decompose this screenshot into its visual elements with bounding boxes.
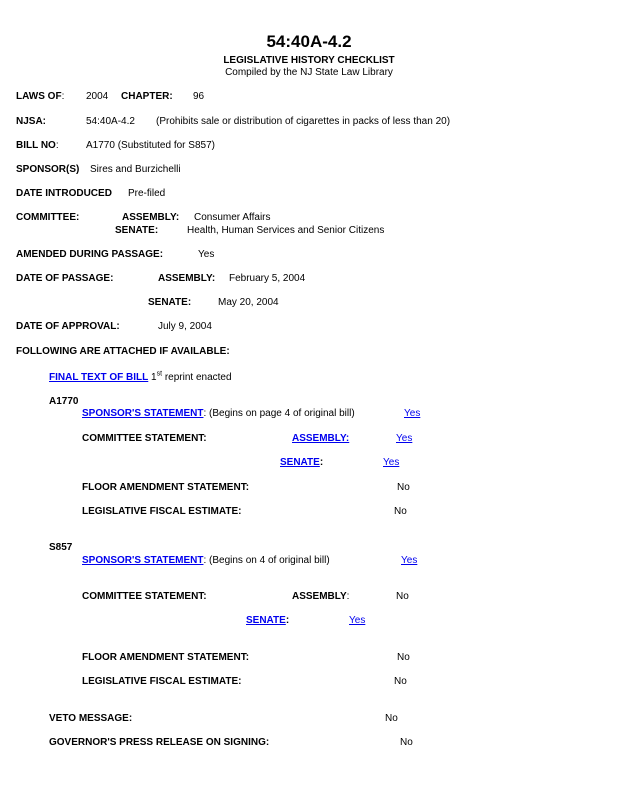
s857-senate-row <box>246 615 289 627</box>
attached-heading: FOLLOWING ARE ATTACHED IF AVAILABLE: <box>16 346 230 357</box>
a1770-committee-label: COMMITTEE STATEMENT: <box>82 433 207 444</box>
a1770-floor-label: FLOOR AMENDMENT STATEMENT: <box>82 482 250 493</box>
committee-assembly-label: ASSEMBLY: <box>122 212 180 223</box>
s857-heading: S857 <box>49 542 73 553</box>
s857-floor-label: FLOOR AMENDMENT STATEMENT: <box>82 652 250 663</box>
s857-sponsor-statement-row <box>82 555 330 567</box>
reprint-note: reprint enacted <box>162 372 232 383</box>
final-text-link[interactable]: FINAL TEXT OF BILL <box>49 372 149 383</box>
s857-committee-label: COMMITTEE STATEMENT: <box>82 591 207 602</box>
committee-senate-label: SENATE: <box>115 225 159 236</box>
njsa-label: NJSA: <box>16 116 47 127</box>
laws-of-year: 2004 <box>86 91 109 102</box>
s857-assembly-row <box>292 591 349 603</box>
a1770-sponsor-statement-row <box>82 408 355 420</box>
date-of-approval-label: DATE OF APPROVAL: <box>16 321 120 332</box>
reprint-suffix: st <box>156 370 163 378</box>
chapter-value: 96 <box>193 91 205 102</box>
s857-senate-colon: : <box>285 615 290 626</box>
page-title: 54:40A-4.2 <box>266 32 352 51</box>
bill-no-colon: : <box>55 140 59 151</box>
njsa-value: 54:40A-4.2 <box>86 116 135 127</box>
compiled-by: Compiled by the NJ State Law Library <box>225 67 393 78</box>
committee-label: COMMITTEE: <box>16 212 80 223</box>
a1770-sponsor-statement-yes-link[interactable]: Yes <box>404 408 421 419</box>
amended-value: Yes <box>198 249 215 260</box>
njsa-description: (Prohibits sale or distribution of cigarettes in packs of less than 20) <box>156 116 451 127</box>
a1770-senate-row <box>280 457 323 469</box>
bill-no-label: BILL NO <box>16 140 56 151</box>
sponsors-label: SPONSOR(S) <box>16 164 80 175</box>
reprint-number: 1 <box>151 372 157 383</box>
date-of-approval-value: July 9, 2004 <box>158 321 212 332</box>
date-introduced-label: DATE INTRODUCED <box>16 188 112 199</box>
date-of-passage-label: DATE OF PASSAGE: <box>16 273 114 284</box>
veto-value: No <box>385 713 398 724</box>
date-introduced-value: Pre-filed <box>128 188 166 199</box>
s857-senate-yes-link[interactable]: Yes <box>349 615 366 626</box>
a1770-heading: A1770 <box>49 396 79 407</box>
a1770-fiscal-label: LEGISLATIVE FISCAL ESTIMATE: <box>82 506 242 517</box>
committee-senate-value: Health, Human Services and Senior Citizens <box>187 225 385 236</box>
a1770-assembly-yes-link[interactable]: Yes <box>396 433 413 444</box>
a1770-senate-yes-link[interactable]: Yes <box>383 457 400 468</box>
a1770-sponsor-statement-link[interactable]: SPONSOR'S STATEMENT <box>82 408 204 419</box>
veto-label: VETO MESSAGE: <box>49 713 133 724</box>
sponsors-value: Sires and Burzichelli <box>90 164 181 175</box>
s857-sponsor-statement-link[interactable]: SPONSOR'S STATEMENT <box>82 555 204 566</box>
laws-of-colon: : <box>61 91 65 102</box>
s857-floor-value: No <box>397 652 410 663</box>
s857-senate-link[interactable]: SENATE <box>246 615 286 626</box>
checklist-title: LEGISLATIVE HISTORY CHECKLIST <box>223 55 395 66</box>
s857-fiscal-value: No <box>394 676 407 687</box>
passage-assembly-value: February 5, 2004 <box>229 273 306 284</box>
committee-assembly-value: Consumer Affairs <box>194 212 271 223</box>
a1770-senate-link[interactable]: SENATE <box>280 457 320 468</box>
passage-assembly-label: ASSEMBLY: <box>158 273 216 284</box>
press-release-label: GOVERNOR'S PRESS RELEASE ON SIGNING: <box>49 737 270 748</box>
chapter-label: CHAPTER: <box>121 91 173 102</box>
s857-assembly-value: No <box>396 591 409 602</box>
a1770-fiscal-value: No <box>394 506 407 517</box>
s857-assembly-label: ASSEMBLY <box>292 591 347 602</box>
a1770-sponsor-statement-note: : (Begins on page 4 of original bill) <box>203 408 355 419</box>
bill-no-row <box>16 140 59 152</box>
passage-senate-value: May 20, 2004 <box>218 297 279 308</box>
laws-of-row <box>16 91 64 103</box>
a1770-assembly-link[interactable]: ASSEMBLY: <box>292 433 350 444</box>
s857-fiscal-label: LEGISLATIVE FISCAL ESTIMATE: <box>82 676 242 687</box>
a1770-floor-value: No <box>397 482 410 493</box>
s857-assembly-colon: : <box>346 591 350 602</box>
s857-sponsor-statement-note: : (Begins on 4 of original bill) <box>203 555 330 566</box>
passage-senate-label: SENATE: <box>148 297 192 308</box>
final-text-row <box>49 372 232 384</box>
amended-label: AMENDED DURING PASSAGE: <box>16 249 164 260</box>
s857-sponsor-statement-yes-link[interactable]: Yes <box>401 555 418 566</box>
a1770-senate-colon: : <box>319 457 324 468</box>
bill-no-value: A1770 (Substituted for S857) <box>86 140 215 151</box>
laws-of-label: LAWS OF <box>16 91 62 102</box>
press-release-value: No <box>400 737 413 748</box>
